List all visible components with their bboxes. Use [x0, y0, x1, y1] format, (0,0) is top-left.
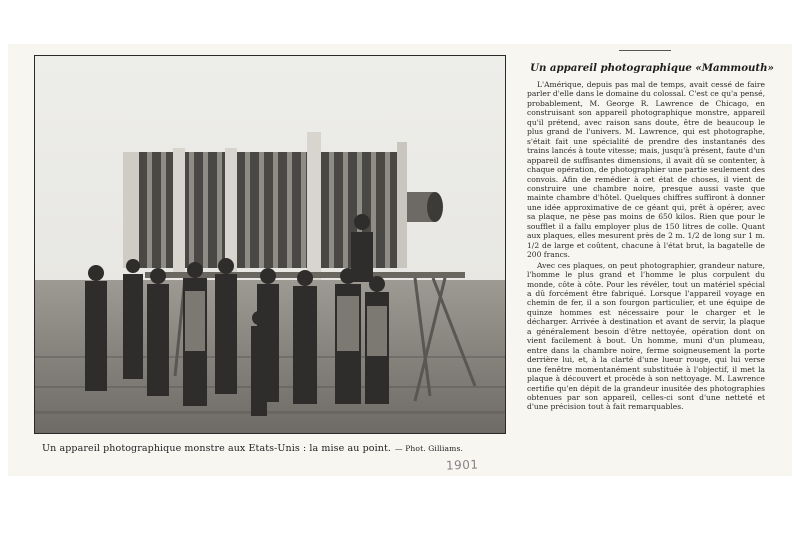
photo-credit: — Phot. Gilliams.	[394, 444, 463, 453]
handwritten-year-annotation: 1901	[445, 457, 479, 473]
article-title: Un appareil photographique «Mammouth»	[530, 62, 774, 74]
photo-caption	[42, 443, 512, 454]
article-paragraph: L'Amérique, depuis pas mal de temps, avait cessé de faire parler d'elle dans le domaine du colossal. C'est ce qu'a pensé, probablement, M. George R. Lawrence de Chicago, en construisant son appareil photographique monstre, appareil qu'il prétend, avec raison sans doute, être de beaucoup le plus grand de l'univers. M. Lawrence, qui est photographe, s'était fait une spécialité de prendre des instantanés des trains lancés à toute vitesse; mais, jusqu'à présent, faute d'un appareil de suffisantes dimensions, il avait dû se contenter, à chaque opération, de photographier une partie seulement des convois. Afin de remédier à cet état de choses, il vient de construire une chambre noire, presque aussi vaste que mainte chambre d'hôtel. Quelques chiffres suffiront à donner une idée approximative de ce géant qui, prêt à opérer, avec sa plaque, ne pèse pas moins de 650 kilos. Rien que pour le soufflet il a fallu employer plus de 150 litres de colle. Quant aux plaques, elles mesurent près de 2 m. 1/2 de long sur 1 m. 1/2 de large et coûtent, chacune à l'état brut, la bagatelle de 200 francs.	[527, 80, 765, 260]
caption-text: Un appareil photographique monstre aux Etats-Unis : la mise au point.	[42, 443, 391, 454]
article-body	[527, 80, 765, 412]
article-paragraph: Avec ces plaques, on peut photographier, grandeur nature, l'homme le plus grand et l'homme le plus corpulent du monde, côte à côte. Pour les révéler, tout un matériel spécial a dû forcément être fabriqué. Lorsque l'appareil voyage en chemin de fer, il a son fourgon particulier, et une équipe de quinze hommes est nécessaire pour le charger et le décharger. Arrivée à destination et avant de servir, la plaque a généralement besoin d'être nettoyée, opération dont on vient facilement à bout. Un homme, muni d'un plumeau, entre dans la chambre noire, ferme soigneusement la porte derrière lui, et, à la clarté d'une lueur rouge, qui lui verse une fenêtre momentanément substituée à l'objectif, il met la plaque à découvert et procède à son nettoyage. M. Lawrence certifie qu'en dépit de la grandeur inusitée des photographies obtenues par son appareil, celles-ci sont d'une netteté et d'une précision tout à fait remarquables.	[527, 260, 765, 412]
camera-photograph	[34, 55, 506, 434]
photograph-illustration	[35, 56, 505, 433]
title-rule	[619, 50, 671, 51]
